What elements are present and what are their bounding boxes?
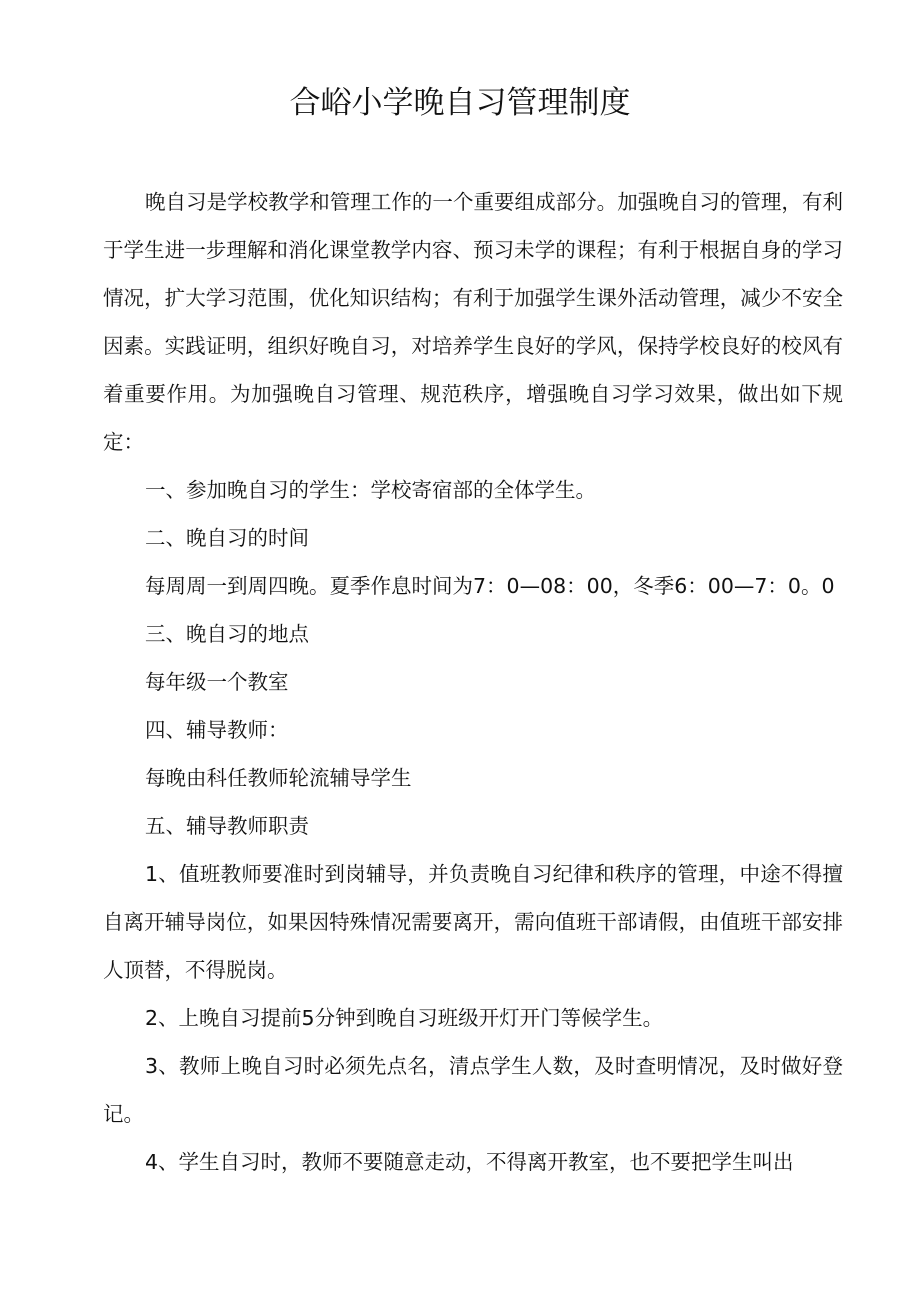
section-participants: 一、参加晚自习的学生：学校寄宿部的全体学生。: [145, 478, 596, 502]
section-time-body: 每周周一到周四晚。夏季作息时间为7：0—08：00，冬季6：00—7：0。0: [145, 574, 835, 598]
document-body: [103, 178, 843, 1186]
section-teachers-body: 每晚由科任教师轮流辅导学生: [145, 766, 412, 790]
section-location-body: 每年级一个教室: [145, 670, 289, 694]
duty-item-4: 4、学生自习时，教师不要随意走动，不得离开教室，也不要把学生叫出: [145, 1150, 794, 1174]
section-teachers-heading: 四、辅导教师：: [145, 718, 289, 742]
section-location-heading: 三、晚自习的地点: [145, 622, 309, 646]
section-time-heading: 二、晚自习的时间: [145, 526, 309, 550]
duty-item-1: 1、值班教师要准时到岗辅导，并负责晚自习纪律和秩序的管理，中途不得擅自离开辅导岗位，如果因特殊情况需要离开，需向值班干部请假，由值班干部安排人顶替，不得脱岗。: [103, 862, 843, 982]
document-title: 合峪小学晚自习管理制度: [289, 85, 631, 121]
duty-item-3: 3、教师上晚自习时必须先点名，清点学生人数，及时查明情况，及时做好登记。: [103, 1054, 843, 1126]
intro-paragraph: 晚自习是学校教学和管理工作的一个重要组成部分。加强晚自习的管理，有利于学生进一步理解和消化课堂教学内容、预习未学的课程；有利于根据自身的学习情况，扩大学习范围，优化知识结构；有利于加强学生课外活动管理，减少不安全因素。实践证明，组织好晚自习，对培养学生良好的学风，保持学校良好的校风有着重要作用。为加强晚自习管理、规范秩序，增强晚自习学习效果，做出如下规定：: [103, 190, 843, 454]
duty-item-2: 2、上晚自习提前5分钟到晚自习班级开灯开门等候学生。: [145, 1006, 664, 1030]
section-duties-heading: 五、辅导教师职责: [145, 814, 309, 838]
